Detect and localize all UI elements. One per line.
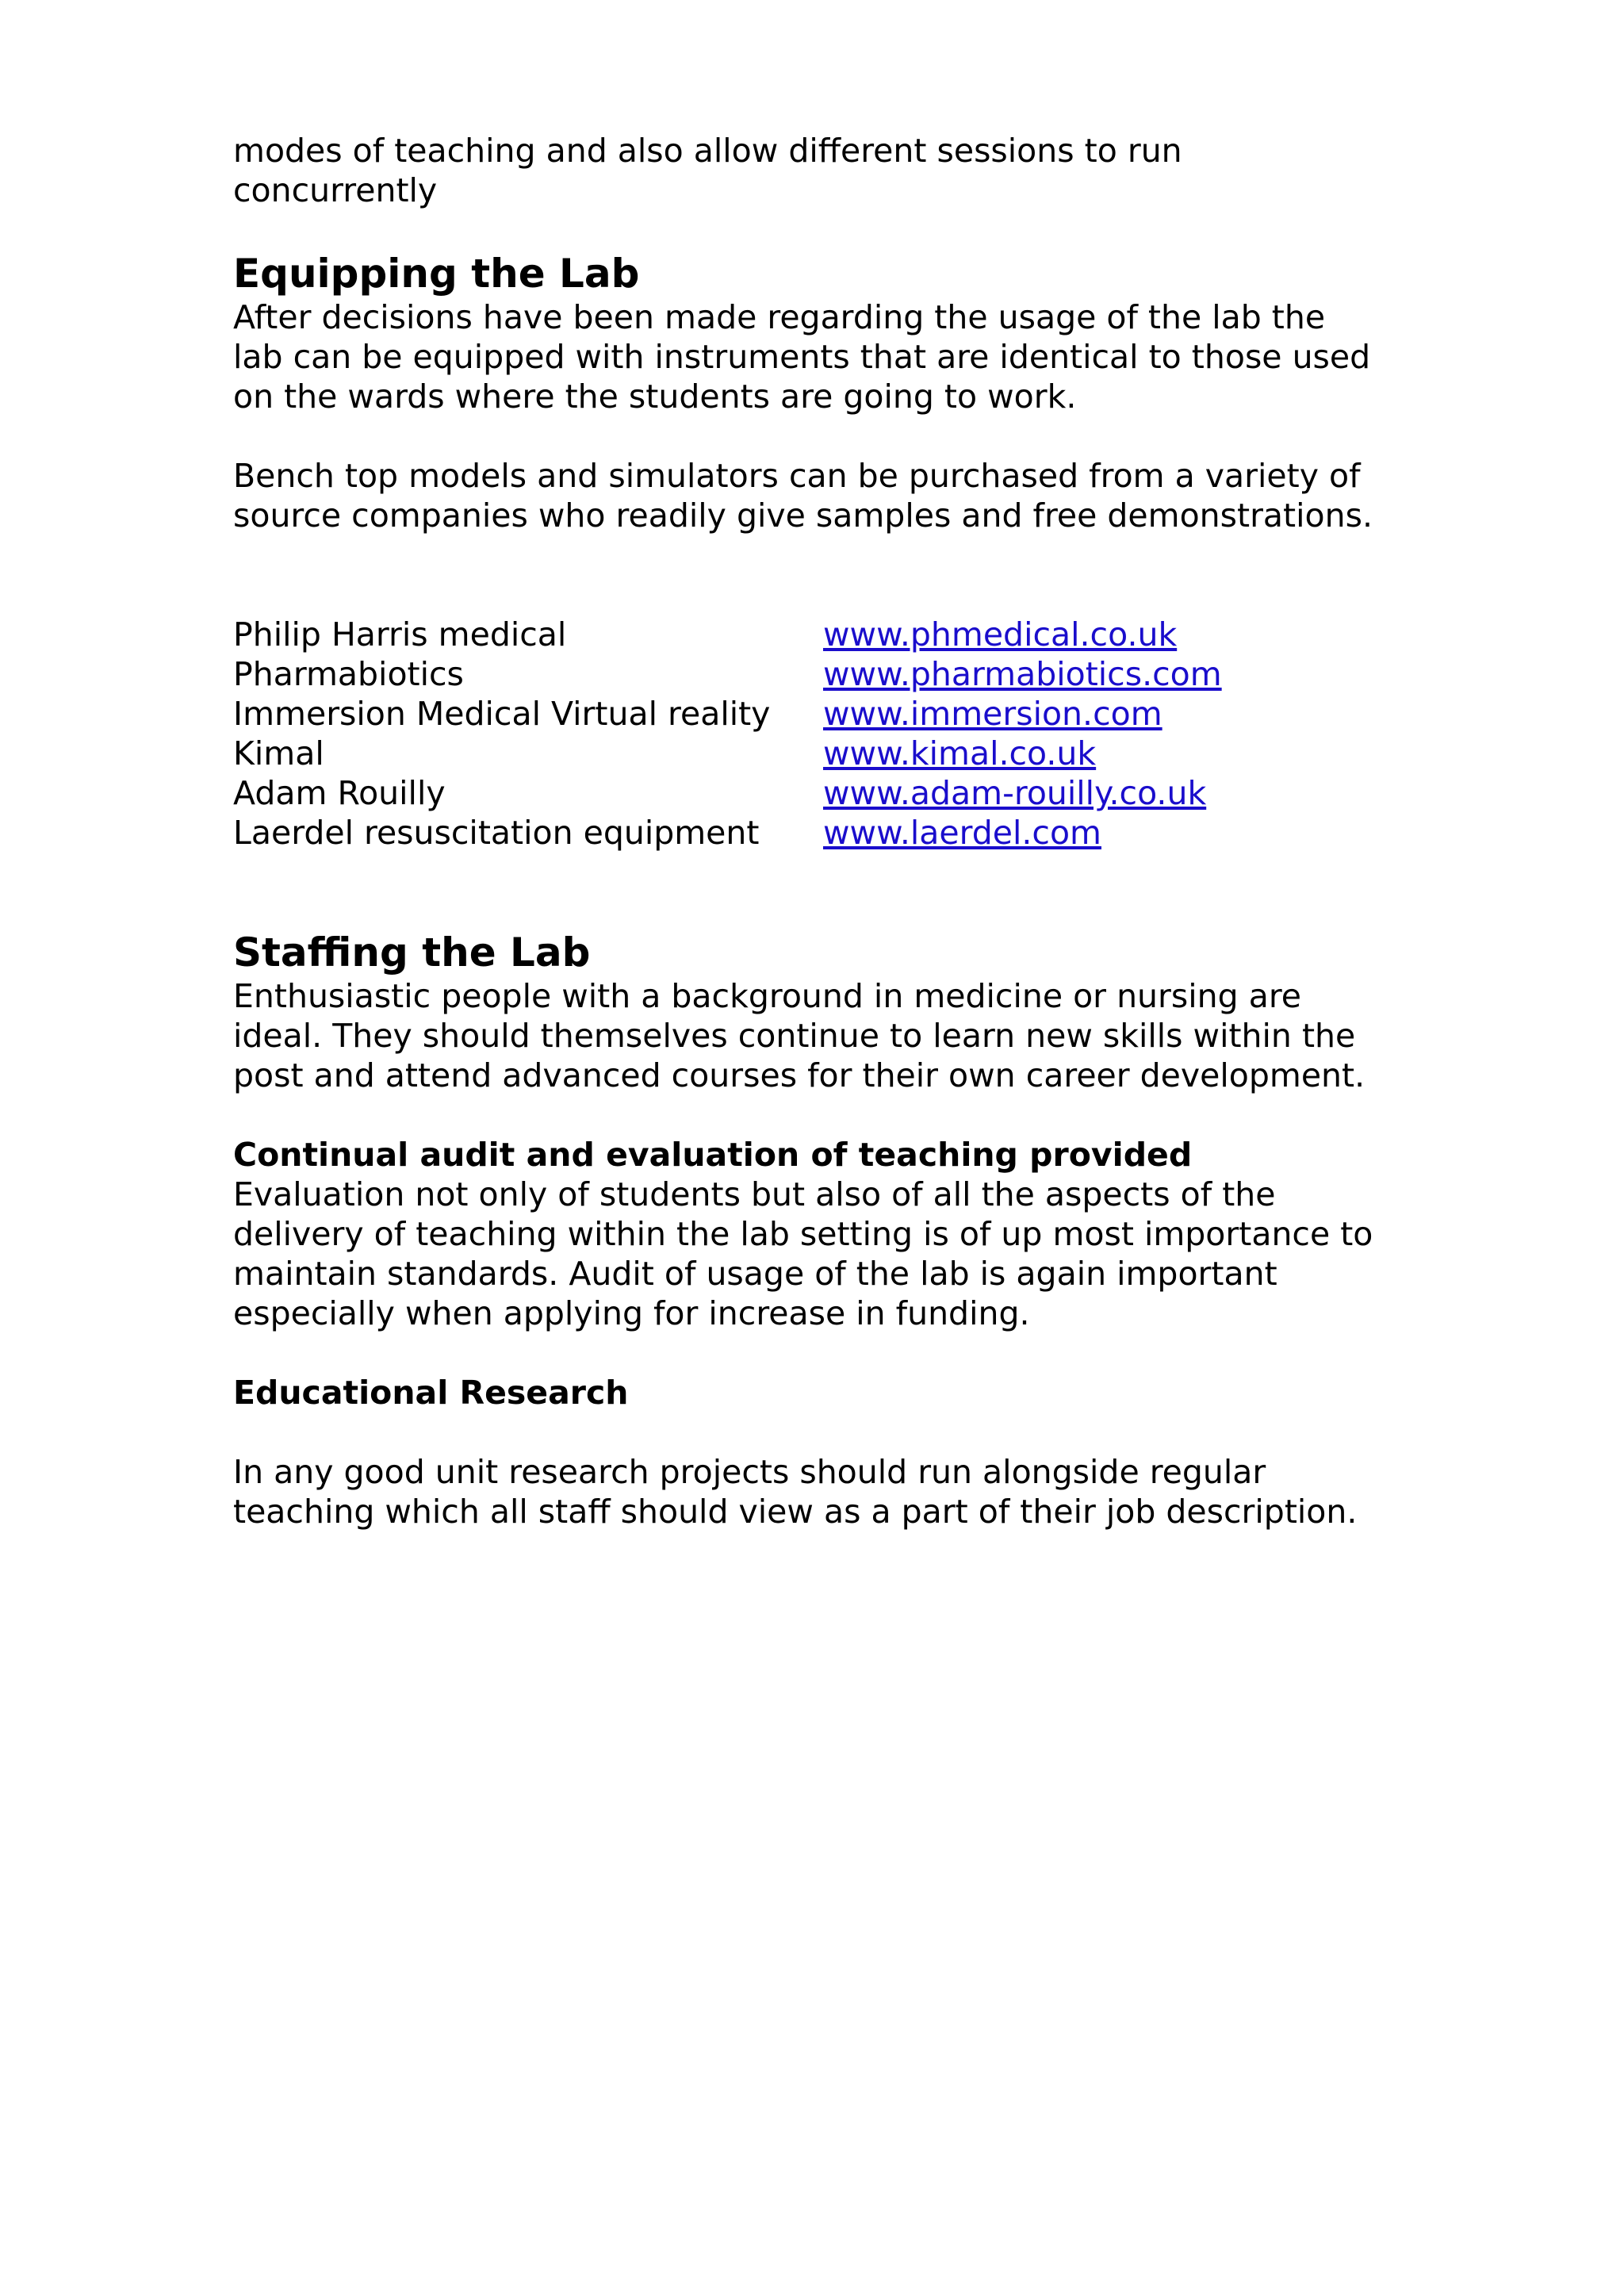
text-line: on the wards where the students are going to work. bbox=[233, 378, 1077, 416]
text-line: lab can be equipped with instruments that are identical to those used bbox=[233, 338, 1371, 376]
text-line: concurrently bbox=[233, 171, 438, 209]
spacer bbox=[233, 853, 1407, 929]
equipping-paragraph-2 bbox=[233, 456, 1407, 535]
text-line: Evaluation not only of students but also of all the aspects of the bbox=[233, 1175, 1276, 1213]
company-url-cell bbox=[823, 615, 1222, 654]
company-name: Pharmabiotics bbox=[233, 655, 464, 693]
company-link-kimal[interactable]: www.kimal.co.uk bbox=[823, 734, 1097, 772]
table-row bbox=[233, 694, 1222, 734]
text-line: Enthusiastic people with a background in medicine or nursing are bbox=[233, 977, 1301, 1015]
spacer bbox=[233, 210, 1407, 250]
research-paragraph bbox=[233, 1452, 1407, 1531]
text-line: post and attend advanced courses for their own career development. bbox=[233, 1056, 1365, 1094]
intro-paragraph bbox=[233, 131, 1407, 210]
supplier-table bbox=[233, 615, 1222, 853]
company-name: Kimal bbox=[233, 734, 324, 772]
staffing-paragraph bbox=[233, 976, 1407, 1095]
text-line: After decisions have been made regarding the usage of the lab the bbox=[233, 298, 1326, 336]
company-url-cell bbox=[823, 813, 1222, 853]
company-name: Immersion Medical Virtual reality bbox=[233, 695, 771, 733]
text-line: source companies who readily give samples and free demonstrations. bbox=[233, 496, 1373, 535]
text-line: teaching which all staff should view as a part of their job description. bbox=[233, 1493, 1358, 1531]
spacer bbox=[233, 1412, 1407, 1452]
text-line: delivery of teaching within the lab setting is of up most importance to bbox=[233, 1215, 1373, 1253]
text-line: ideal. They should themselves continue to learn new skills within the bbox=[233, 1017, 1356, 1055]
company-link-immersion[interactable]: www.immersion.com bbox=[823, 695, 1162, 733]
company-name: Adam Rouilly bbox=[233, 774, 446, 812]
company-url-cell bbox=[823, 734, 1222, 773]
text-line: modes of teaching and also allow different sessions to run bbox=[233, 132, 1182, 170]
text-line: maintain standards. Audit of usage of the lab is again important bbox=[233, 1255, 1277, 1293]
spacer bbox=[233, 416, 1407, 456]
company-link-adam-rouilly[interactable]: www.adam-rouilly.co.uk bbox=[823, 774, 1207, 812]
company-url-cell bbox=[823, 654, 1222, 694]
spacer bbox=[233, 1333, 1407, 1373]
company-url-cell bbox=[823, 773, 1222, 813]
company-url-cell bbox=[823, 694, 1222, 734]
text-line: In any good unit research projects should run alongside regular bbox=[233, 1453, 1266, 1491]
audit-paragraph bbox=[233, 1175, 1407, 1333]
spacer bbox=[233, 1095, 1407, 1135]
company-name: Laerdel resuscitation equipment bbox=[233, 814, 760, 852]
text-line: Bench top models and simulators can be purchased from a variety of bbox=[233, 457, 1361, 495]
table-row bbox=[233, 773, 1222, 813]
company-link-phmedical[interactable]: www.phmedical.co.uk bbox=[823, 615, 1178, 654]
audit-heading: Continual audit and evaluation of teaching provided bbox=[233, 1136, 1193, 1174]
staffing-heading: Staffing the Lab bbox=[233, 930, 591, 976]
text-line: especially when applying for increase in funding. bbox=[233, 1294, 1030, 1332]
table-row bbox=[233, 734, 1222, 773]
table-row bbox=[233, 654, 1222, 694]
equipping-paragraph-1 bbox=[233, 297, 1407, 416]
table-row bbox=[233, 615, 1222, 654]
table-row bbox=[233, 813, 1222, 853]
spacer bbox=[233, 535, 1407, 615]
company-link-laerdel[interactable]: www.laerdel.com bbox=[823, 814, 1101, 852]
company-name: Philip Harris medical bbox=[233, 615, 567, 654]
document-page bbox=[233, 131, 1407, 1531]
equipping-heading: Equipping the Lab bbox=[233, 251, 640, 297]
company-link-pharmabiotics[interactable]: www.pharmabiotics.com bbox=[823, 655, 1222, 693]
research-heading: Educational Research bbox=[233, 1374, 629, 1412]
